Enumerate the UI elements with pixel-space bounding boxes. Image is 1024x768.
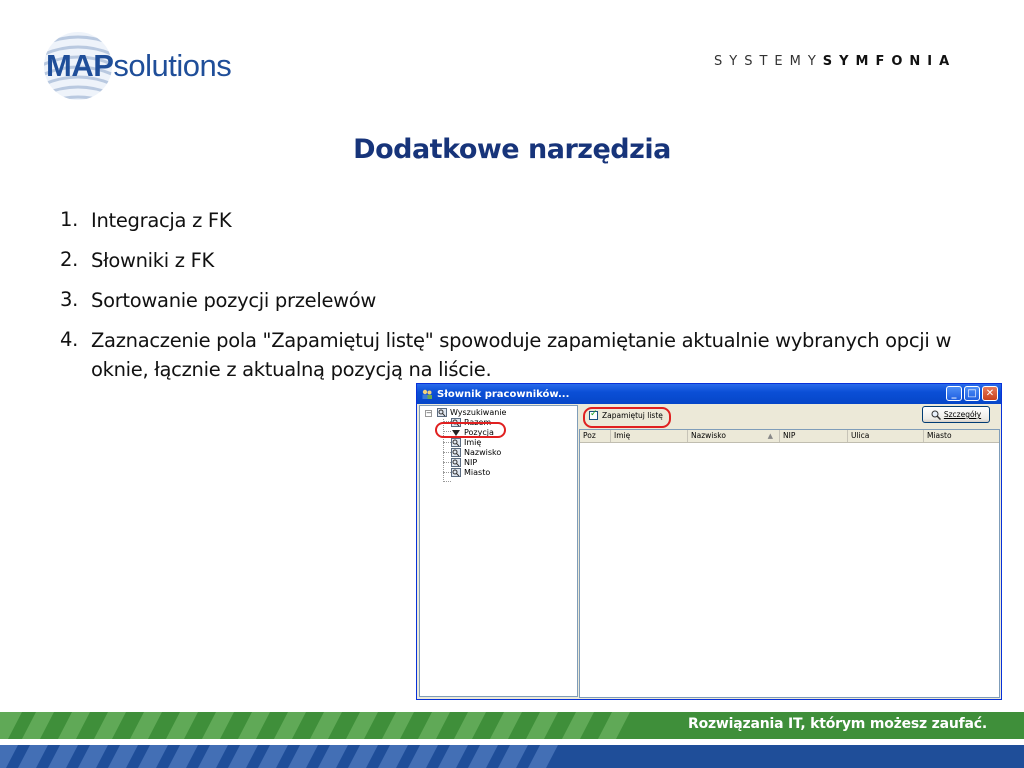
tree-node[interactable] [451, 437, 481, 447]
search-folder-icon [451, 448, 461, 457]
tree-node-label: NIP [464, 457, 478, 467]
footer-tagline: Rozwiązania IT, którym możesz zaufać. [687, 716, 987, 732]
tree-node[interactable] [451, 447, 501, 457]
magnifier-icon [931, 410, 941, 420]
people-icon [421, 388, 433, 400]
tree-node-label: Wyszukiwanie [450, 407, 507, 417]
list-item [60, 206, 960, 235]
logo-solutions-text: solutions [113, 48, 232, 83]
column-header-ulica[interactable]: Ulica [847, 430, 923, 442]
close-button[interactable] [982, 386, 998, 401]
details-button-label: Szczegóły [943, 410, 982, 419]
minimize-icon: _ [951, 387, 957, 399]
details-button[interactable] [922, 406, 990, 423]
column-header-nip[interactable]: NIP [779, 430, 847, 442]
footer-stripe-blue [0, 745, 1024, 768]
sort-asc-icon: ▲ [767, 432, 773, 440]
column-header-miasto[interactable]: Miasto [923, 430, 999, 442]
list-item-text: Sortowanie pozycji przelewów [91, 289, 377, 312]
tree-node-label: Nazwisko [464, 447, 502, 457]
tree-node-root[interactable] [437, 407, 506, 417]
search-tree[interactable] [419, 405, 578, 697]
tree-node[interactable] [451, 467, 490, 477]
tree-node-label: Imię [464, 437, 482, 447]
brand-light: SYSTEMY [714, 54, 823, 69]
search-folder-icon [451, 458, 461, 467]
tree-node-label: Miasto [464, 467, 491, 477]
list-item-number: 3. [60, 288, 79, 311]
maximize-icon: □ [967, 387, 977, 399]
maximize-button[interactable] [964, 386, 980, 401]
search-folder-icon [451, 468, 461, 477]
remember-list-label: Zapamiętuj listę [602, 411, 663, 420]
tree-node-label: Razem [464, 417, 492, 427]
list-item [60, 326, 960, 384]
column-header-imie[interactable]: Imię [610, 430, 687, 442]
highlight-ring-checkbox [583, 407, 671, 428]
window-title: Słownik pracowników... [437, 388, 570, 400]
list-item [60, 286, 960, 315]
brand-symfonia [714, 54, 956, 69]
list-item-number: 2. [60, 248, 79, 271]
grid-header [580, 430, 999, 443]
column-header-nazwisko[interactable]: Nazwisko ▲ [687, 430, 779, 442]
list-item-number: 1. [60, 208, 79, 231]
list-item-number: 4. [60, 328, 79, 351]
slide-title: Dodatkowe narzędzia [353, 134, 671, 165]
list-item [60, 246, 960, 275]
window-titlebar[interactable] [417, 384, 1001, 404]
highlight-ring-tree [435, 422, 506, 438]
search-folder-icon [451, 438, 461, 447]
list-item-text: Słowniki z FK [91, 249, 215, 272]
tree-node[interactable] [451, 457, 477, 467]
slide-list [60, 206, 960, 395]
minimize-button[interactable] [946, 386, 962, 401]
collapse-icon[interactable]: − [426, 409, 432, 417]
mapsolutions-logo [40, 28, 260, 104]
logo-map-text: MAP [46, 48, 114, 83]
list-item-text: Integracja z FK [91, 209, 232, 232]
checkmark-icon: ✓ [590, 409, 598, 419]
list-item-text: Zaznaczenie pola "Zapamiętuj listę" spowoduje zapamiętanie aktualnie wybranych opcji w oknie, łącznie z aktualną pozycją na liście. [91, 329, 952, 381]
brand-bold: SYMFONIA [822, 54, 957, 69]
close-icon: ✕ [985, 387, 995, 399]
column-header-poz[interactable]: Poz [583, 431, 596, 440]
search-folder-icon [437, 408, 447, 417]
tree-node-label: Pozycja [464, 427, 494, 437]
employee-grid[interactable] [579, 429, 1000, 698]
